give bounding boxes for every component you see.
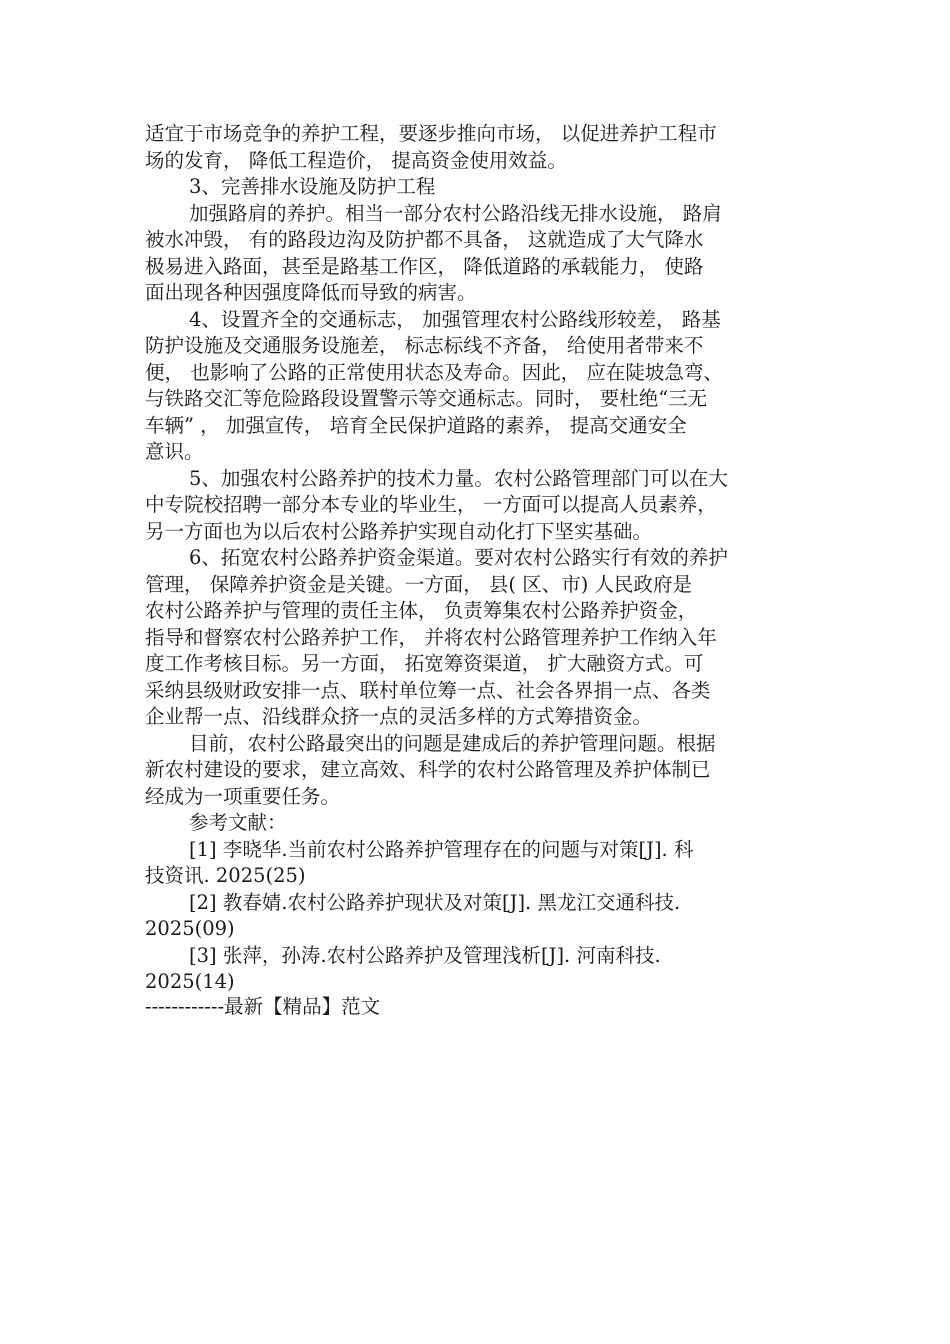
text-line: 与铁路交汇等危险路段设置警示等交通标志。同时， 要杜绝“三无 [145, 387, 708, 410]
text-line: [3] 张萍，孙涛.农村公路养护及管理浅析[J]. 河南科技. [189, 943, 661, 967]
text-line: 新农村建设的要求，建立高效、科学的农村公路管理及养护体制已 [145, 758, 711, 781]
text-line: 度工作考核目标。另一方面， 拓宽筹资渠道， 扩大融资方式。可 [145, 652, 704, 675]
text-line: 极易进入路面，甚至是路基工作区， 降低道路的承载能力， 使路 [145, 254, 704, 278]
text-line: 意识。 [145, 440, 204, 463]
text-line: 2025(09) [145, 917, 235, 940]
text-line: 另一方面也为以后农村公路养护实现自动化打下坚实基础。 [145, 519, 653, 543]
text-line: 指导和督察农村公路养护工作， 并将农村公路管理养护工作纳入年 [145, 625, 717, 649]
text-line: 5、加强农村公路养护的技术力量。农村公路管理部门可以在大 [189, 466, 728, 490]
text-line: [1] 李晓华.当前农村公路养护管理存在的问题与对策[J]. 科 [189, 837, 694, 861]
text-line: 参考文献： [189, 811, 287, 834]
text-line: 场的发育， 降低工程造价， 提高资金使用效益。 [145, 148, 567, 172]
text-line: 面出现各种因强度降低而导致的病害。 [145, 281, 477, 304]
text-line: 便， 也影响了公路的正常使用状态及寿命。因此， 应在陡坡急弯、 [145, 360, 723, 384]
text-line: 农村公路养护与管理的责任主体， 负责筹集农村公路养护资金， [145, 599, 698, 622]
text-line: 管理， 保障养护资金是关键。一方面， 县( 区、市) 人民政府是 [145, 572, 693, 596]
text-line: 采纳县级财政安排一点、联村单位筹一点、社会各界捐一点、各类 [145, 678, 711, 702]
text-line: 经成为一项重要任务。 [145, 784, 341, 808]
text-line: 目前，农村公路最突出的问题是建成后的养护管理问题。根据 [189, 731, 716, 755]
text-line: 企业帮一点、沿线群众挤一点的灵活多样的方式筹措资金。 [145, 705, 653, 728]
footer-label: ------------最新【精品】范文 [145, 995, 381, 1018]
text-line: 4、设置齐全的交通标志， 加强管理农村公路线形较差， 路基 [189, 307, 721, 331]
text-line: [2] 教春婧.农村公路养护现状及对策[J]. 黑龙江交通科技. [189, 890, 681, 914]
text-line: 3、完善排水设施及防护工程 [189, 175, 436, 198]
text-line: 防护设施及交通服务设施差， 标志标线不齐备， 给使用者带来不 [145, 334, 704, 357]
text-line: 被水冲毁， 有的路段边沟及防护都不具备， 这就造成了大气降水 [145, 228, 704, 251]
document-body [145, 121, 805, 996]
text-line: 6、拓宽农村公路养护资金渠道。要对农村公路实行有效的养护 [189, 546, 728, 569]
text-line: 中专院校招聘一部分本专业的毕业生， 一方面可以提高人员素养， [145, 493, 717, 516]
text-line: 车辆” ， 加强宣传， 培育全民保护道路的素养， 提高交通安全 [145, 413, 687, 437]
text-line: 加强路肩的养护。相当一部分农村公路沿线无排水设施， 路肩 [189, 201, 722, 225]
text-line: 技资讯. 2025(25) [145, 864, 306, 887]
text-line: 适宜于市场竞争的养护工程，要逐步推向市场， 以促进养护工程市 [145, 122, 717, 145]
text-line: 2025(14) [145, 970, 235, 993]
